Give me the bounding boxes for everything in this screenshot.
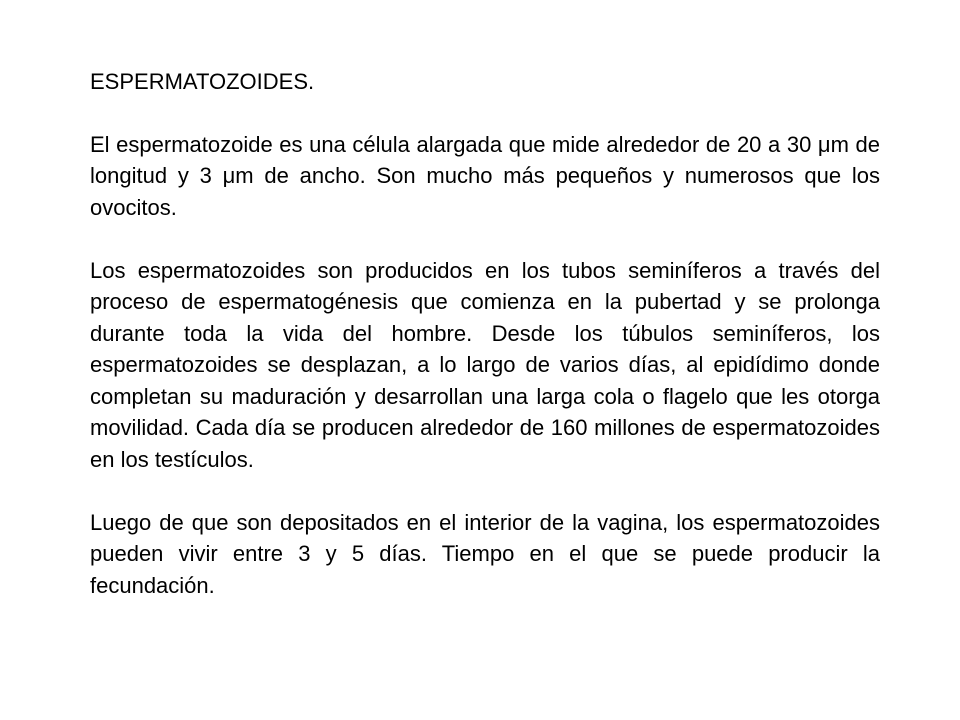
slide-heading: ESPERMATOZOIDES.	[90, 69, 315, 94]
paragraph-survival: Luego de que son depositados en el interior de la vagina, los espermatozoides pueden vivir entre 3 y 5 días. Tiempo en el que se puede producir la fecundación.	[90, 509, 880, 598]
paragraph-intro: El espermatozoide es una célula alargada que mide alrededor de 20 a 30 μm de longitud y 3 μm de ancho. Son mucho más pequeños y numerosos que los ovocitos.	[90, 131, 880, 220]
slide-content	[90, 66, 880, 601]
paragraph-production: Los espermatozoides son producidos en los tubos seminíferos a través del proceso de espermatogénesis que comienza en la pubertad y se prolonga durante toda la vida del hombre. Desde los túbulos seminíferos, los espermatozoides se desplazan, a lo largo de varios días, al epidídimo donde completan su maduración y desarrollan una larga cola o flagelo que les otorga movilidad. Cada día se producen alrededor de 160 millones de espermatozoides en los testículos.	[90, 257, 880, 472]
